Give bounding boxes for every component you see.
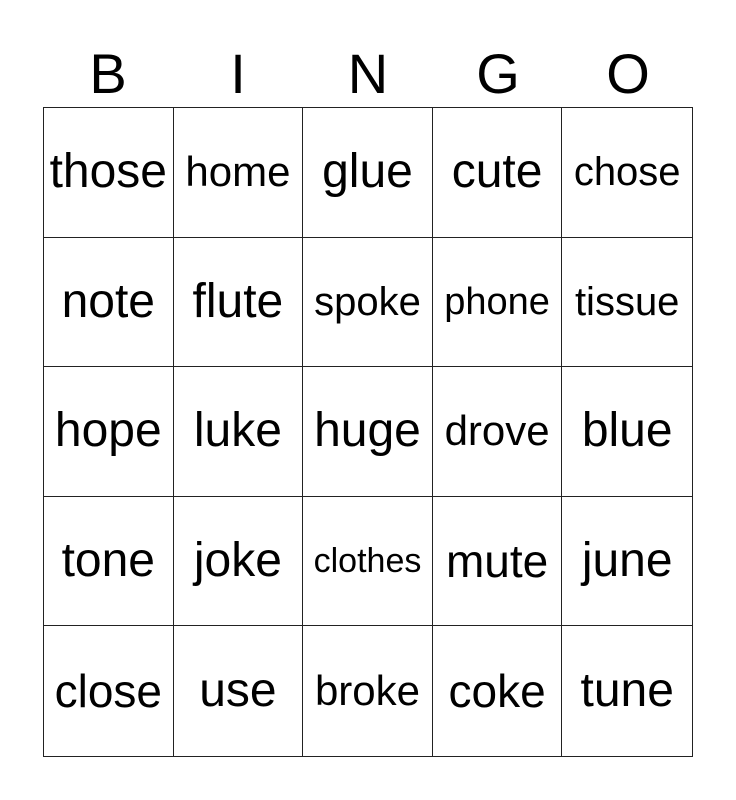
bingo-cell[interactable]: cute xyxy=(433,108,563,238)
bingo-cell[interactable]: note xyxy=(44,238,174,368)
bingo-cell[interactable]: clothes xyxy=(303,497,433,627)
bingo-cell[interactable]: tissue xyxy=(562,238,692,368)
bingo-cell[interactable]: blue xyxy=(562,367,692,497)
bingo-cell[interactable]: tone xyxy=(44,497,174,627)
header-letter-b: B xyxy=(89,42,127,105)
bingo-cell[interactable]: glue xyxy=(303,108,433,238)
bingo-cell[interactable]: those xyxy=(44,108,174,238)
header-letter-n: N xyxy=(347,42,389,105)
bingo-cell[interactable]: drove xyxy=(433,367,563,497)
bingo-cell[interactable]: mute xyxy=(433,497,563,627)
bingo-cell[interactable]: tune xyxy=(580,664,674,718)
bingo-cell[interactable]: luke xyxy=(174,367,304,497)
bingo-cell[interactable]: joke xyxy=(174,497,304,627)
bingo-cell[interactable]: close xyxy=(44,626,174,756)
bingo-cell[interactable]: coke xyxy=(433,626,563,756)
bingo-header xyxy=(43,40,693,108)
bingo-cell[interactable]: june xyxy=(562,497,692,627)
bingo-cell[interactable]: spoke xyxy=(303,238,433,368)
bingo-cell[interactable]: flute xyxy=(174,238,304,368)
bingo-cell[interactable]: broke xyxy=(303,626,433,756)
bingo-cell[interactable]: home xyxy=(174,108,304,238)
bingo-cell[interactable]: chose xyxy=(562,108,692,238)
bingo-cell[interactable]: use xyxy=(174,626,304,756)
header-letter-g: G xyxy=(476,42,520,105)
bingo-cell[interactable]: hope xyxy=(44,367,174,497)
header-letter-o: O xyxy=(606,42,650,105)
bingo-board xyxy=(43,107,693,757)
bingo-cell[interactable]: huge xyxy=(303,367,433,497)
bingo-cell[interactable]: phone xyxy=(433,238,563,368)
header-letter-i: I xyxy=(230,42,246,105)
